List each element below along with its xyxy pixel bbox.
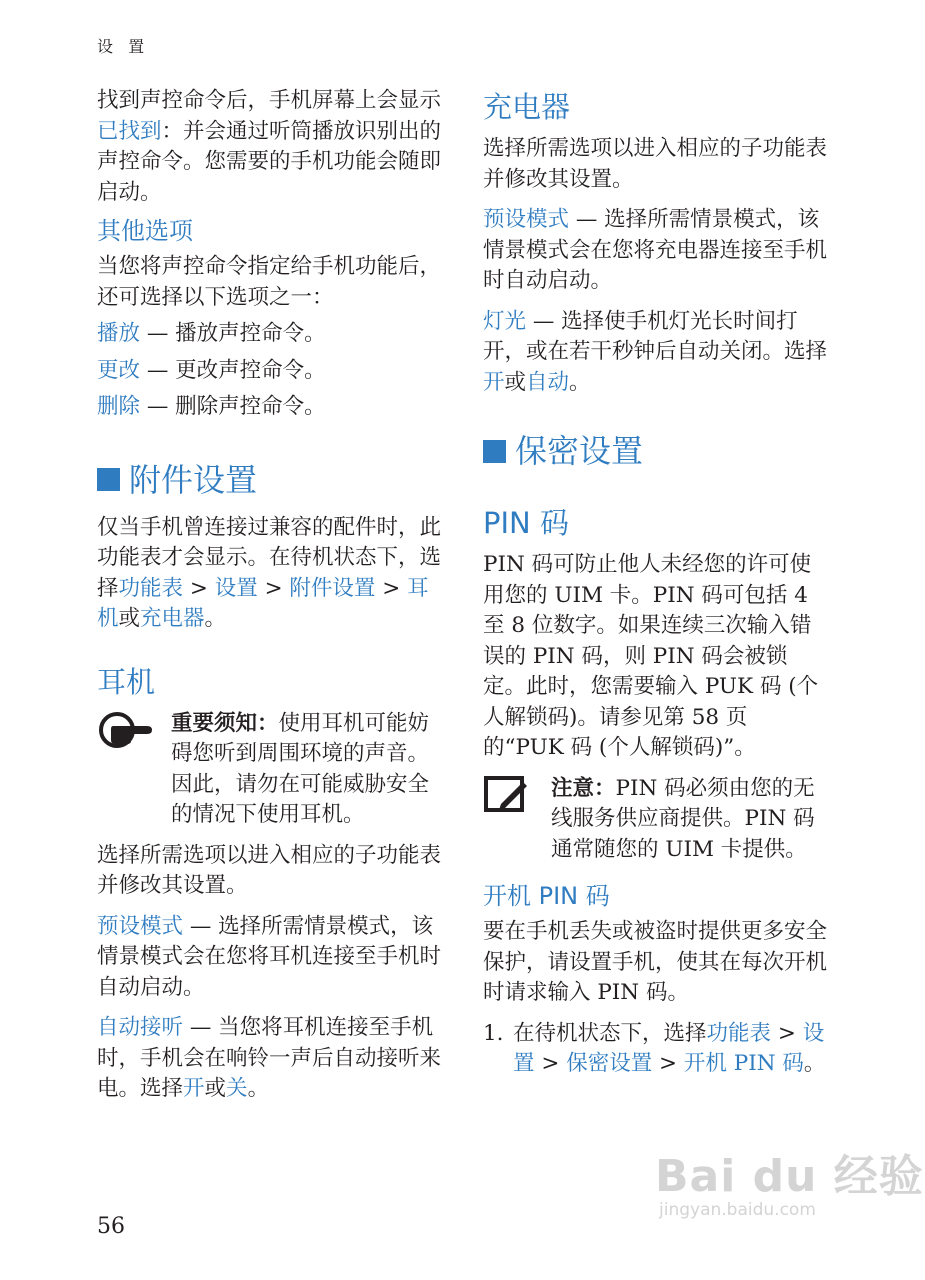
charger-light-paragraph: 灯光 — 选择使手机灯光长时间打开，或在若干秒钟后自动关闭。选择开或自动。: [483, 308, 828, 395]
headset-autoanswer-paragraph: 自动接听 — 当您将耳机连接至手机时，手机会在响铃一声后自动接听来电。选择开或关。: [97, 1015, 442, 1101]
note-pad-icon: [483, 774, 551, 818]
charger-intro-paragraph: 选择所需选项以进入相应的子功能表并修改其设置。: [483, 136, 828, 192]
list-item: [483, 1019, 828, 1080]
accessory-paragraph: 仅当手机曾连接过兼容的配件时，此功能表才会显示。在待机状态下，选择功能表 > 设置 > 附件设置 > 耳机或充电器。: [97, 514, 442, 631]
important-note: [97, 709, 443, 831]
section-square-icon: [483, 440, 506, 463]
baidu-watermark: [655, 1140, 924, 1220]
pin-note: [483, 774, 828, 866]
note-text: PIN 码必须由您的无线服务供应商提供。PIN 码通常随您的 UIM 卡提供。: [551, 775, 815, 862]
page-number: 56: [97, 1214, 125, 1239]
headset-intro-paragraph: 选择所需选项以进入相应的子功能表并修改其设置。: [97, 842, 442, 898]
option-change: 更改 — 更改声控命令。: [97, 357, 326, 383]
other-options-heading: 其他选项: [97, 217, 193, 245]
pin-code-heading: PIN 码: [483, 506, 569, 540]
step-number: 1.: [483, 1020, 504, 1046]
section-square-icon: [97, 468, 120, 491]
charger-profile-paragraph: 预设模式 — 选择所需情景模式，该情景模式会在您将充电器连接至手机时自动启动。: [483, 207, 828, 293]
startup-pin-paragraph: 要在手机丢失或被盗时提供更多安全保护，请设置手机，使其在每次开机时请求输入 PIN 码。: [483, 919, 828, 1005]
other-options-paragraph: 当您将声控命令指定给手机功能后，还可选择以下选项之一：: [97, 254, 442, 310]
charger-heading: 充电器: [483, 90, 571, 124]
pin-code-paragraph: PIN 码可防止他人未经您的许可使用您的 UIM 卡。PIN 码可包括 4 至 8 位数字。如果连续三次输入错误的 PIN 码，则 PIN 码会被锁定。此时，您需要输入 PUK 码 (个人解锁码)。请参见第 58 页的“PUK 码 (个人解锁码)”。: [483, 552, 819, 760]
left-column: [97, 86, 443, 1105]
headset-profile-paragraph: 预设模式 — 选择所需情景模式，该情景模式会在您将耳机连接至手机时自动启动。: [97, 913, 442, 1000]
note-text: 使用耳机可能妨碍您听到周围环境的声音。因此，请勿在可能威胁安全的情况下使用耳机。: [171, 710, 430, 827]
right-column: [483, 86, 828, 1080]
running-head: 设 置: [97, 37, 150, 56]
startup-pin-heading: 开机 PIN 码: [483, 882, 610, 910]
voice-found-paragraph: 找到声控命令后，手机屏幕上会显示已找到：并会通过听筒播放识别出的声控命令。您需要的手机功能会随即启动。: [97, 88, 442, 205]
security-settings-heading: 保密设置: [483, 428, 828, 474]
accessory-settings-heading: 附件设置: [97, 457, 443, 503]
note-label: 注意：: [551, 775, 616, 801]
step-text: 在待机状态下，选择功能表 > 设置 > 保密设置 > 开机 PIN 码。: [513, 1020, 826, 1076]
hand-pointer-note-icon: [97, 709, 171, 755]
note-label: 重要须知：: [171, 710, 279, 736]
option-delete: 删除 — 删除声控命令。: [97, 394, 326, 419]
headset-heading: 耳机: [97, 664, 156, 699]
option-play: 播放 — 播放声控命令。: [97, 321, 326, 346]
watermark-url: jingyan.baidu.com: [659, 1200, 816, 1220]
watermark-logo: Bai du 经验: [655, 1151, 924, 1202]
